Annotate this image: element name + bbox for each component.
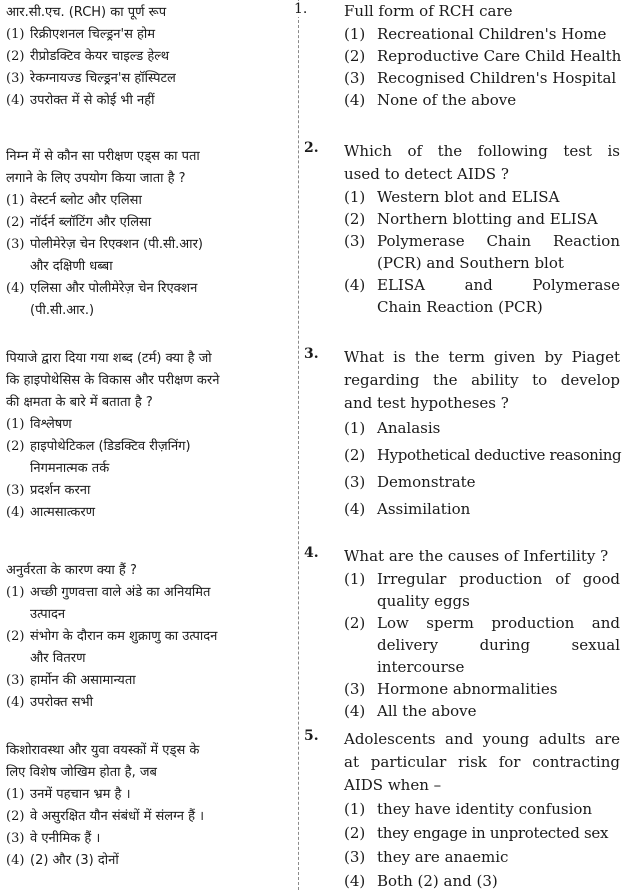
- option-4: (4) None of the above: [344, 91, 517, 109]
- option-1: (1) Analasis: [344, 419, 441, 437]
- option-4: (4) एलिसा और पोलीमेरेज़ चेन रिएक्शन (पी.सी.आर.): [6, 281, 198, 318]
- option-3: (3) Recognised Children's Hospital: [344, 69, 617, 87]
- question-stem: Which of the following test is used to detect AIDS ?: [344, 142, 620, 183]
- question-stem: किशोरावस्था और युवा वयस्कों में एड्स के लिए विशेष जोखिम होता है, जब: [6, 743, 200, 780]
- english-question-5: [304, 728, 620, 893]
- question-stem: पियाजे द्वारा दिया गया शब्द (टर्म) क्या है जो कि हाइपोथेसिस के विकास और परीक्षण करने की क्षमता के बारे में बताता है ?: [6, 351, 220, 410]
- option-2: (2) Northern blotting and ELISA: [344, 210, 598, 228]
- option-2: (2) नॉर्दर्न ब्लॉटिंग और एलिसा: [6, 215, 152, 230]
- option-1: (1) they have identity confusion: [344, 800, 593, 818]
- option-4: (4) (2) और (3) दोनों: [6, 853, 119, 868]
- option-3: (3) they are anaemic: [344, 848, 509, 866]
- english-question-4: [304, 545, 620, 722]
- option-4: (4) उपरोक्त सभी: [6, 695, 93, 710]
- option-4: (4) Both (2) and (3): [344, 872, 498, 890]
- option-2: (2) संभोग के दौरान कम शुक्राणु का उत्पादन और वितरण: [6, 629, 218, 666]
- option-1: (1) Irregular production of good quality eggs: [344, 570, 620, 610]
- question-stem: What are the causes of Infertility ?: [344, 547, 609, 565]
- option-4: (4) ELISA and Polymerase Chain Reaction (PCR): [344, 276, 620, 316]
- question-number: 2.: [304, 140, 319, 156]
- hindi-question-1: [6, 2, 291, 112]
- question-stem: Full form of RCH care: [344, 2, 513, 20]
- option-3: (3) हार्मोन की असामान्यता: [6, 673, 136, 688]
- english-question-2: [304, 140, 620, 318]
- question-stem: Adolescents and young adults are at particular risk for contracting AIDS when –: [344, 730, 620, 794]
- option-2: (2) Low sperm production and delivery during sexual intercourse: [344, 614, 620, 676]
- hindi-question-3: [6, 348, 291, 524]
- option-1: (1) विश्लेषण: [6, 417, 72, 432]
- question-number: 3.: [304, 346, 319, 362]
- hindi-question-2: [6, 146, 291, 322]
- option-2: (2) हाइपोथेटिकल (डिडक्टिव रीज़निंग) निगमनात्मक तर्क: [6, 439, 191, 476]
- option-2: (2) वे असुरक्षित यौन संबंधों में संलग्न हैं ।: [6, 809, 205, 824]
- question-1-number: 1.: [294, 1, 308, 17]
- option-1: (1) Recreational Children's Home: [344, 25, 607, 43]
- column-divider: [298, 0, 299, 890]
- option-3: (3) पोलीमेरेज़ चेन रिएक्शन (पी.सी.आर) और दक्षिणी धब्बा: [6, 237, 203, 274]
- option-1: (1) वेस्टर्न ब्लोट और एलिसा: [6, 193, 142, 208]
- english-question-3: [304, 346, 620, 523]
- option-3: (3) रेकग्नायज्ड चिल्ड्रन'स हॉस्पिटल: [6, 71, 176, 86]
- option-4: (4) उपरोक्त में से कोई भी नहीं: [6, 93, 155, 108]
- english-question-1: [304, 0, 620, 111]
- option-1: (1) रिक्रीएशनल चिल्ड्रन'स होम: [6, 27, 156, 42]
- question-stem: निम्न में से कौन सा परीक्षण एड्स का पता लगाने के लिए उपयोग किया जाता है ?: [6, 149, 200, 186]
- option-2: (2) Hypothetical deductive reasoning: [344, 446, 622, 464]
- option-3: (3) Hormone abnormalities: [344, 680, 558, 698]
- option-2: (2) रीप्रोडक्टिव केयर चाइल्ड हेल्थ: [6, 49, 170, 64]
- option-4: (4) Assimilation: [344, 500, 471, 518]
- question-stem: आर.सी.एच. (RCH) का पूर्ण रूप: [6, 5, 167, 20]
- option-4: (4) All the above: [344, 702, 477, 720]
- option-2: (2) they engage in unprotected sex: [344, 824, 609, 842]
- hindi-question-5: [6, 740, 291, 872]
- option-2: (2) Reproductive Care Child Health: [344, 47, 622, 65]
- option-1: (1) अच्छी गुणवत्ता वाले अंडे का अनियमित उत्पादन: [6, 585, 211, 622]
- option-3: (3) प्रदर्शन करना: [6, 483, 91, 498]
- question-number: [304, 0, 344, 23]
- question-stem: What is the term given by Piaget regarding the ability to develop and test hypotheses ?: [344, 348, 620, 412]
- option-4: (4) आत्मसात्करण: [6, 505, 96, 520]
- question-number: 5.: [304, 728, 319, 744]
- question-stem: अनुर्वरता के कारण क्या हैं ?: [6, 563, 137, 578]
- option-3: (3) वे एनीमिक हैं ।: [6, 831, 101, 846]
- question-number: 4.: [304, 545, 319, 561]
- hindi-question-4: [6, 560, 291, 714]
- option-1: (1) Western blot and ELISA: [344, 188, 560, 206]
- option-3: (3) Polymerase Chain Reaction (PCR) and Southern blot: [344, 232, 620, 272]
- option-3: (3) Demonstrate: [344, 473, 476, 491]
- option-1: (1) उनमें पहचान भ्रम है ।: [6, 787, 131, 802]
